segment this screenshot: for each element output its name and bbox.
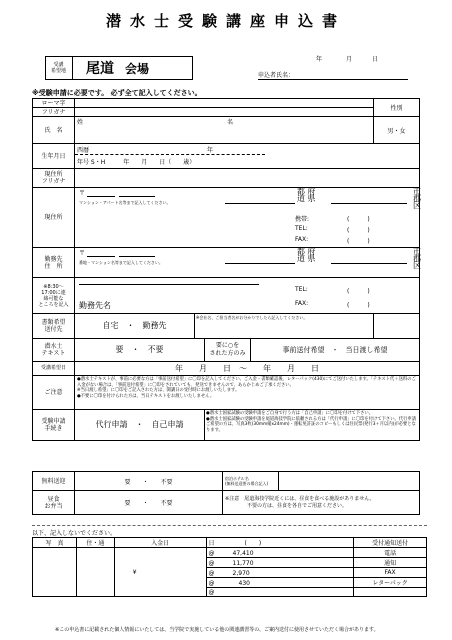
address-furigana-label: 現住所 フリガナ [33,169,75,188]
apply-note-1: ●潜水士国家試験の受験申請をご自身で行う方は「自己申請」に〇印を付けて下さい。 [206,411,374,416]
work-tel-label: TEL: [295,286,308,293]
furigana-field[interactable] [75,108,374,117]
sei-label: 姓 [77,119,84,126]
fax-label: FAX: [295,236,309,243]
application-form [32,98,420,441]
send-phone: 電話 [354,548,427,558]
work-address-label: 勤務先 住 所 [33,248,75,278]
hotel-label: 宿泊ホテル名 (無料送迎要の場合記入) [223,472,279,491]
hours-note: ※8:30〜 17:00に連 絡可能な ところを記入 [33,278,75,314]
notice-text: ※受験申請に必要です。 必ず全て記入してください。 [32,89,202,97]
work-note: ※会社名、ご担当者名がお分かりでしたら記入してください。 [196,315,308,320]
tel-paren: ( ) [347,227,370,234]
mobile-paren: ( ) [347,216,370,223]
caution-1: ●潜水士テキストが、事前に必要な方は「事前送付希望」に〇印を記入してください。ご入金・書類確認後、レターパック(430)にてご送付いたします。「テキスト代＋送料のご入金がない場合は、「事前送付希望」に〇印をされていても、発送できませんので、あらかじめご了承ください。 [77,377,416,388]
deposit-header: 入金日 [114,538,206,548]
caution-2: ※当日渡し希望」に〇印をご記入された方は、開講日の受付時にお渡しいたします。 [77,388,240,393]
venue-kai: 会場 [125,62,150,76]
deposit-paren: ( ) [244,540,262,547]
hotel-field[interactable] [279,472,420,491]
amount-5: @ [206,588,354,597]
office-table [32,537,427,597]
page-title: 潜水士受験講座申込書 [105,12,346,30]
romaji-label: ローマ字 [33,99,75,108]
address-label: 現住所 [33,188,75,248]
work-shichoku-label: 市 郡 区 [413,247,421,270]
fax-paren: ( ) [347,238,370,245]
work-zip-mark: 〒 [79,250,86,257]
residence-header: 住・通 [76,538,114,548]
venue-name: 尾道 [86,61,114,77]
yen-cell: ¥ [114,548,206,597]
romaji-field[interactable] [75,99,374,108]
mobile-label: 携帯: [295,216,310,223]
text-options[interactable]: 要 ・ 不要 [75,339,205,361]
send-dest-field[interactable] [75,314,374,339]
caution-3: ●不要に〇印を付けられた方は、当日テキストをお渡しいたしません。 [77,393,215,399]
text-label: 潜水士 テキスト [33,339,75,362]
send-notice: 通知 [354,558,427,568]
work-contact-field[interactable] [75,278,420,314]
cut-line [32,525,427,526]
work-tel-paren: ( ) [347,288,370,295]
date-day: 日 [372,56,379,63]
birth-field[interactable] [75,144,420,169]
gender-label: 性別 [374,99,420,117]
apply-options[interactable]: 代行申請 ・ 自己申請 [75,410,205,440]
birth-label: 生年月日 [33,144,75,169]
shuttle-label: 無料送迎 [33,472,75,491]
tel-label: TEL: [295,225,308,232]
applicant-field[interactable] [258,79,408,80]
privacy-note: ※この申込書に記載された個人情報にいたしては、当学院で実施している他の関連講習等の、ご案内送付に使用させていただく場合があります。 [55,627,379,633]
residence-cell [76,548,114,597]
lunch-label: 昼食 お弁当 [33,491,75,515]
work-fax-label: FAX: [295,300,309,307]
gengo-row: 年号 S・H 年 月 日（ 歳） [77,159,196,166]
date-year: 年 [316,56,323,63]
date-month: 月 [346,56,353,63]
services-form [32,471,420,515]
address-furigana-field[interactable] [75,169,420,188]
course-date-label: 受講希望日 [33,362,75,376]
amount-4: @ 430 [206,578,354,588]
address-field[interactable] [75,188,420,248]
notice-send-header: 受付通知送付 [354,538,427,548]
amount-3: @ 2,970 [206,568,354,578]
work-fax-paren: ( ) [347,302,370,309]
text-send-options[interactable]: 事前送付希望 ・ 当日渡し希望 [282,346,388,354]
caution-label: ご注意 [33,376,75,410]
lunch-note-1: ※注意 尾道海技学院近くには、昼食を食べる施設がありません。 [225,495,375,502]
todofuken-label: 都 府 道 県 [297,187,316,203]
mansion-note: マンション・アパート名等まで記入してください。 [79,200,171,205]
shuttle-options[interactable]: 要 ・ 不要 [75,472,223,491]
amount-2: @ 11,770 [206,558,354,568]
photo-cell [33,548,77,597]
caution-text [75,376,420,410]
name-field[interactable] [75,117,374,144]
work-mansion-note: 番地・マンション名等まで記入してください。 [79,260,163,265]
amount-1: @ 47,410 [206,548,354,558]
send-dest-options[interactable]: 自宅 ・ 勤務先 [75,314,195,338]
send-fax: FAX [354,568,427,578]
shichoku-label: 市 郡 区 [413,187,421,210]
apply-note-2: ●潜水士国家試験の受験申請を尾道海技学院に依頼される方は「代行申請」に〇印を付けて下さい。代行申請ご希望の方は、写真3枚(30mm縦x24mm)・運転免許証のコピーもしくは住民票(発行3ヶ月以内)が必要となります。 [206,416,416,433]
gender-options[interactable]: 男・女 [374,117,420,144]
photo-header: 写 真 [33,538,77,548]
furigana-label: フリガナ [33,108,75,117]
text-need-note: 要に○を された方のみ [205,339,251,361]
lunch-options[interactable]: 要 ・ 不要 [75,491,223,515]
work-name-label: 勤務先名 [79,301,111,310]
seireki-label: 西暦 [77,147,90,154]
apply-label: 受験申請 手続き [33,410,75,441]
work-todofuken-label: 都 府 道 県 [297,247,316,263]
lunch-note-2: 不要の方は、昼食を各自でご用意ください。 [247,502,348,509]
zip-mark: 〒 [79,190,86,197]
venue-label: 受講 希望地 [45,56,73,80]
deposit-day: 日 [208,540,215,547]
office-use-label: 以下、記入しないでください。 [32,530,117,537]
applicant-label: 申込者氏名： [258,72,295,79]
send-letterpack: レターパック [354,578,427,588]
work-address-field[interactable] [75,248,420,278]
seireki-nen: 年 [207,147,214,154]
course-date-field[interactable]: 年 月 日 〜 年 月 日 [75,362,420,376]
name-label: 氏 名 [33,117,75,144]
send-dest-label: 書類希望 送付先 [33,314,75,339]
mei-label: 名 [227,119,234,126]
